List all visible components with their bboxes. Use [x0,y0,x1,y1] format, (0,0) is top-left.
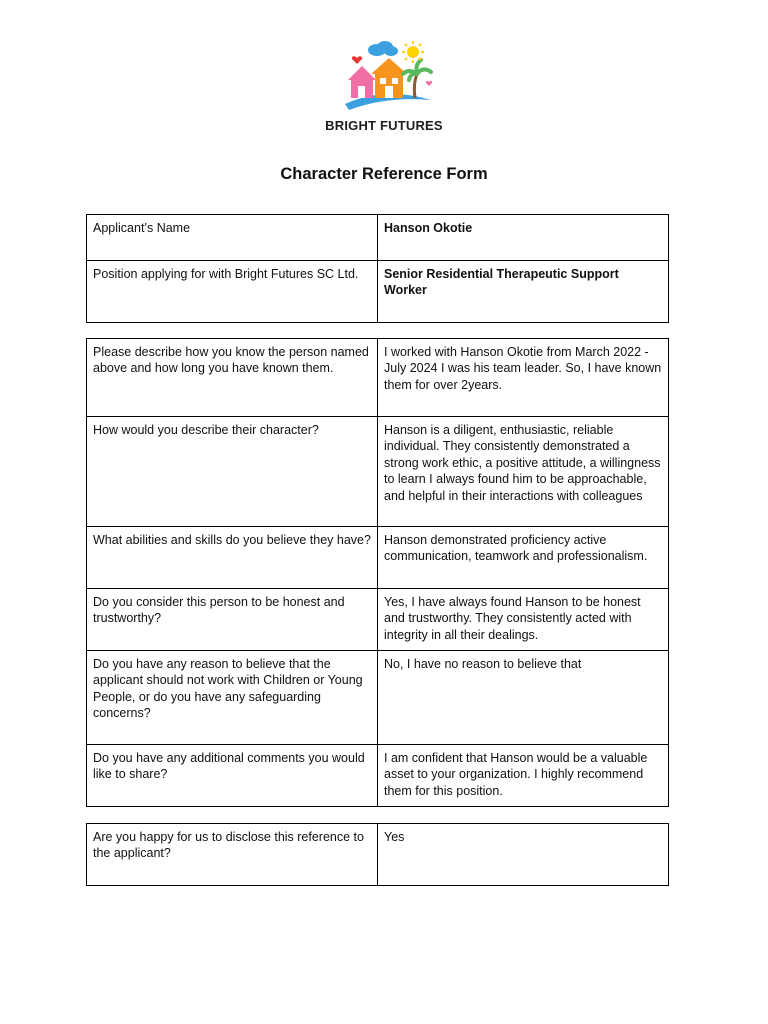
question-cell: Do you have any reason to believe that the applicant should not work with Children or Young People, or do you have any safeguarding concerns? [87,651,378,745]
answer-cell: Hanson is a diligent, enthusiastic, reliable individual. They consistently demonstrated a strong work ethic, a positive attitude, a willingness to learn I always found him to be approachable, and helpful in their interactions with colleagues [378,417,669,527]
brand-name: BRIGHT FUTURES [325,118,443,133]
answer-cell: Yes, I have always found Hanson to be honest and trustworthy. They consistently acted with integrity in all their dealings. [378,589,669,651]
applicant-name-value: Hanson Okotie [378,215,669,261]
question-cell: Do you consider this person to be honest and trustworthy? [87,589,378,651]
position-value: Senior Residential Therapeutic Support Worker [378,261,669,323]
applicant-table [86,214,669,323]
disclosure-answer: Yes [378,824,669,886]
answer-cell: I worked with Hanson Okotie from March 2022 - July 2024 I was his team leader. So, I have known them for over 2years. [378,339,669,417]
table-row [87,824,669,886]
table-row [87,215,669,261]
table-row [87,261,669,323]
position-label: Position applying for with Bright Futures SC Ltd. [87,261,378,323]
page-title: Character Reference Form [280,165,488,183]
answer-cell: Hanson demonstrated proficiency active communication, teamwork and professionalism. [378,527,669,589]
table-row [87,745,669,807]
reference-questions-table [86,338,669,807]
applicant-name-label: Applicant’s Name [87,215,378,261]
answer-cell: No, I have no reason to believe that [378,651,669,745]
question-cell: Do you have any additional comments you would like to share? [87,745,378,807]
question-cell: How would you describe their character? [87,417,378,527]
table-row [87,339,669,417]
answer-cell: I am confident that Hanson would be a valuable asset to your organization. I highly recommend them for this position. [378,745,669,807]
logo [0,38,768,133]
disclosure-question: Are you happy for us to disclose this reference to the applicant? [87,824,378,886]
table-row [87,527,669,589]
bright-futures-logo-icon [329,38,439,116]
question-cell: What abilities and skills do you believe they have? [87,527,378,589]
table-row [87,651,669,745]
question-cell: Please describe how you know the person named above and how long you have known them. [87,339,378,417]
disclosure-table [86,823,669,886]
table-row [87,417,669,527]
table-row [87,589,669,651]
